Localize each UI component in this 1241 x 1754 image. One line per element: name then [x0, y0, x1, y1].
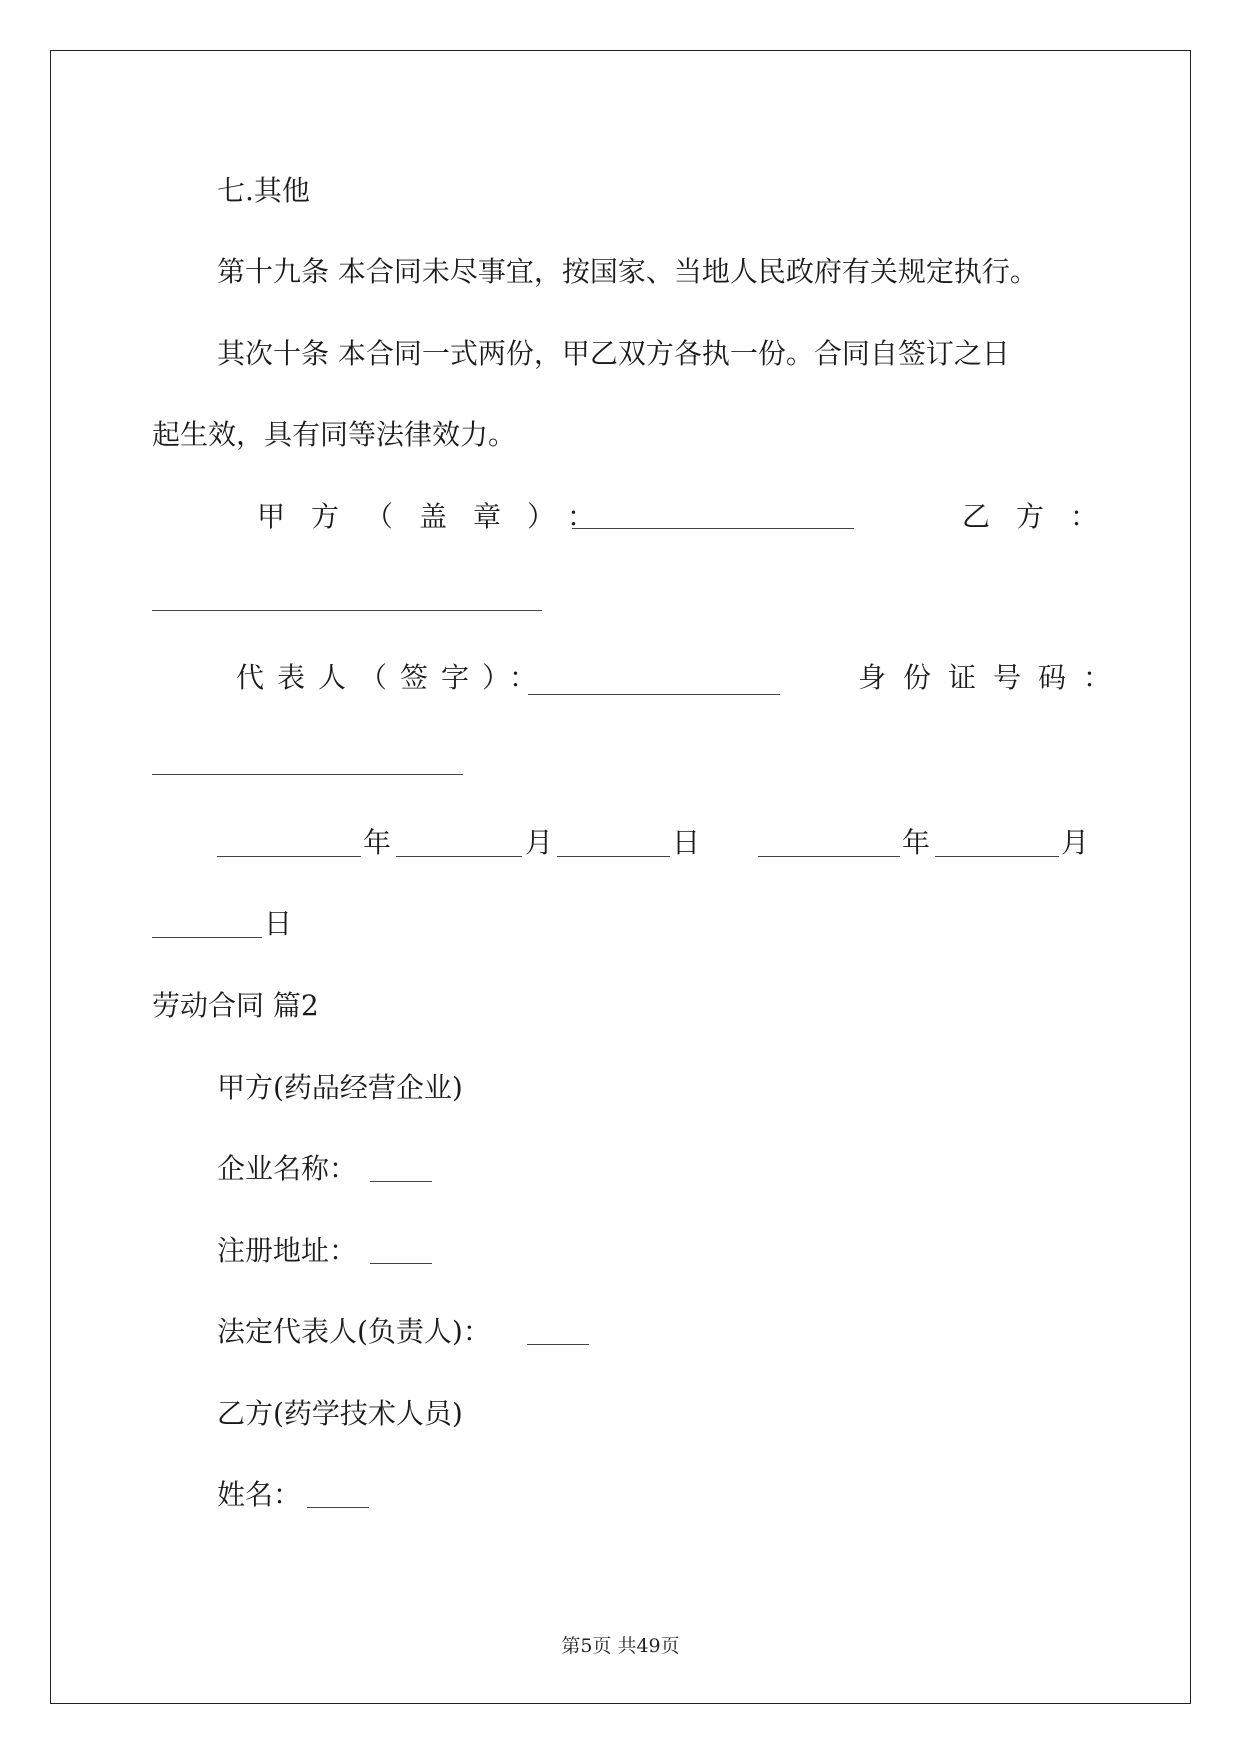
date-a-day-blank[interactable]	[557, 856, 670, 857]
date-a-month-label: 月	[525, 826, 554, 859]
name-blank[interactable]	[307, 1507, 369, 1508]
article-20-line-2: 起生效，具有同等法律效力。	[152, 418, 517, 451]
page-footer	[0, 1637, 1241, 1656]
current-page-number: 5	[580, 1635, 593, 1657]
date-a-month-blank[interactable]	[396, 856, 522, 857]
date-a-day-label: 日	[672, 826, 701, 859]
footer-middle: 页 共	[592, 1635, 637, 1657]
date-b-day-label: 日	[264, 907, 293, 940]
party-b-blank[interactable]	[152, 610, 542, 611]
footer-prefix: 第	[561, 1635, 581, 1657]
article-19: 第十九条 本合同未尽事宜，按国家、当地人民政府有关规定执行。	[217, 255, 1038, 288]
party-b-label: 乙方：	[962, 500, 1125, 533]
registered-address-label: 注册地址：	[217, 1234, 358, 1267]
company-name-label: 企业名称：	[217, 1152, 358, 1185]
date-b-month-label: 月	[1061, 826, 1090, 859]
section-heading: 七.其他	[217, 174, 310, 207]
id-number-blank[interactable]	[152, 774, 463, 775]
date-b-year-label: 年	[902, 826, 931, 859]
date-a-year-blank[interactable]	[217, 856, 361, 857]
party-a-seal-blank[interactable]	[572, 528, 854, 529]
id-number-label: 身份证号码：	[858, 661, 1129, 694]
contract-2-title: 劳动合同 篇2	[152, 989, 319, 1022]
representative-label: 代表人（签字）：	[236, 661, 551, 694]
date-b-month-blank[interactable]	[935, 856, 1059, 857]
article-20-line-1: 其次十条 本合同一式两份，甲乙双方各执一份。合同自签订之日	[217, 337, 1010, 370]
total-page-count: 49	[636, 1635, 661, 1657]
date-b-day-blank[interactable]	[152, 937, 262, 938]
registered-address-blank[interactable]	[370, 1263, 432, 1264]
name-label: 姓名：	[217, 1478, 302, 1511]
representative-blank[interactable]	[528, 694, 780, 695]
legal-representative-label: 法定代表人(负责人)：	[217, 1315, 491, 1348]
date-b-year-blank[interactable]	[758, 856, 900, 857]
company-name-blank[interactable]	[370, 1181, 432, 1182]
date-a-year-label: 年	[363, 826, 392, 859]
party-a-seal-label: 甲方（盖章）：	[257, 500, 622, 533]
party-b-heading: 乙方(药学技术人员)	[217, 1397, 463, 1430]
page-border	[50, 50, 1191, 1704]
party-a-heading: 甲方(药品经营企业)	[217, 1071, 463, 1104]
legal-representative-blank[interactable]	[527, 1344, 589, 1345]
footer-suffix: 页	[660, 1635, 680, 1657]
